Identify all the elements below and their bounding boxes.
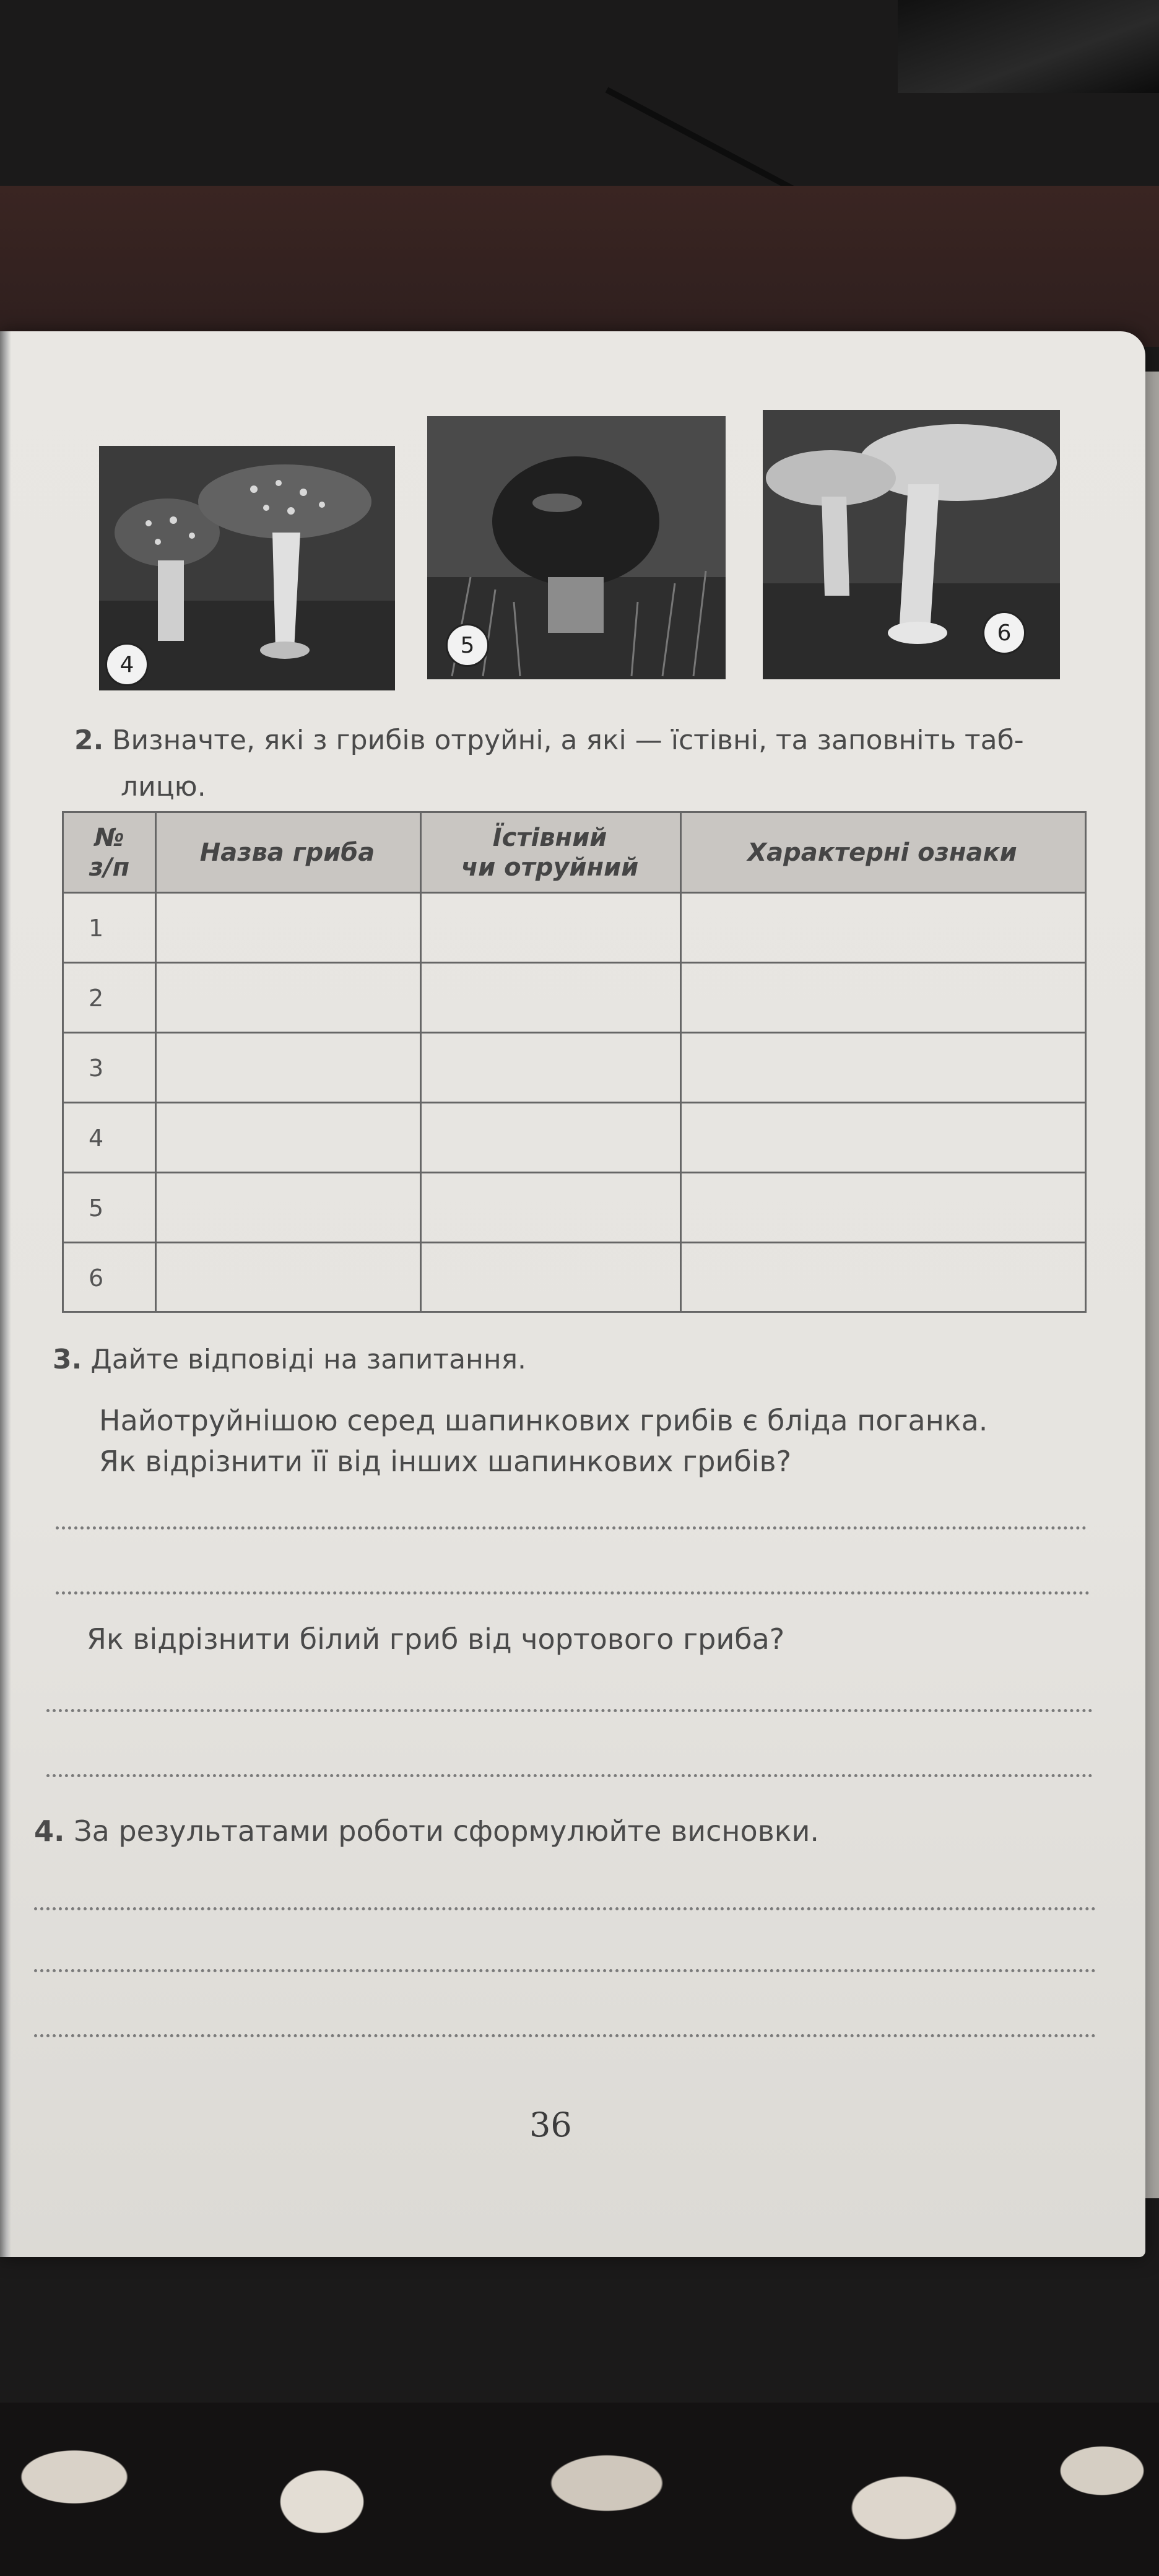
photo-mushroom-5 (427, 416, 726, 679)
photo-number-badge: 4 (105, 643, 149, 686)
row-number: 6 (89, 1264, 104, 1292)
cloth-background (0, 2403, 1159, 2576)
column-divider (680, 813, 682, 1311)
row-number: 2 (89, 985, 104, 1012)
row-number: 5 (89, 1194, 104, 1222)
answer-line[interactable] (34, 1907, 1096, 1910)
header-number: № з/п (89, 823, 130, 882)
keyboard-background (898, 0, 1159, 93)
task-2-number: 2. (74, 724, 104, 756)
answer-line[interactable] (34, 2034, 1096, 2037)
photo-mushroom-6 (763, 410, 1060, 679)
table-header (64, 813, 1085, 894)
header-type: Їстівний чи отруйний (461, 823, 639, 882)
table-row (64, 1103, 1085, 1173)
table-row (64, 1243, 1085, 1313)
table-row (64, 894, 1085, 964)
answer-line[interactable] (46, 1709, 1093, 1712)
page-number: 36 (529, 2105, 572, 2144)
table-row (64, 1033, 1085, 1103)
page-binding-shadow (0, 331, 11, 2257)
photo-mushroom-4 (99, 446, 395, 690)
task-2-text: Визначте, які з грибів отруйні, а які — їстівні, та заповніть таб- (112, 724, 1024, 756)
task-3-text: Дайте відповіді на запитання. (90, 1344, 527, 1375)
answer-line[interactable] (56, 1526, 1087, 1530)
table-body (64, 894, 1085, 1313)
task-2-instruction-cont (121, 771, 206, 804)
answer-line[interactable] (56, 1591, 1090, 1595)
question-2: Як відрізнити білий гриб від чортового гриба? (87, 1622, 785, 1656)
question-1-line-1: Найотруйнішою серед шапинкових грибів є бліда поганка. (99, 1404, 988, 1437)
mushroom-table (62, 811, 1087, 1313)
desk-background (0, 186, 1159, 347)
task-2-instruction (74, 724, 1024, 757)
task-3-instruction (53, 1344, 526, 1377)
task-3-number: 3. (53, 1344, 82, 1375)
answer-line[interactable] (34, 1969, 1096, 1972)
answer-line[interactable] (46, 1774, 1093, 1777)
task-4-number: 4. (34, 1814, 65, 1848)
task-4-text: За результатами роботи сформулюйте висновки. (74, 1814, 820, 1848)
table-row (64, 1173, 1085, 1243)
task-4-instruction (34, 1814, 819, 1848)
header-name: Назва гриба (199, 838, 375, 867)
column-divider (155, 813, 157, 1311)
table-row (64, 964, 1085, 1033)
task-2-text-cont: лицю. (121, 771, 206, 803)
row-number: 1 (89, 915, 104, 942)
question-1-line-2: Як відрізнити її від інших шапинкових грибів? (99, 1445, 792, 1478)
photo-number-badge: 5 (446, 624, 489, 667)
row-number: 3 (89, 1055, 104, 1082)
header-features: Характерні ознаки (747, 838, 1017, 867)
row-number: 4 (89, 1125, 104, 1152)
photo-number-badge: 6 (983, 611, 1026, 655)
column-divider (420, 813, 422, 1311)
